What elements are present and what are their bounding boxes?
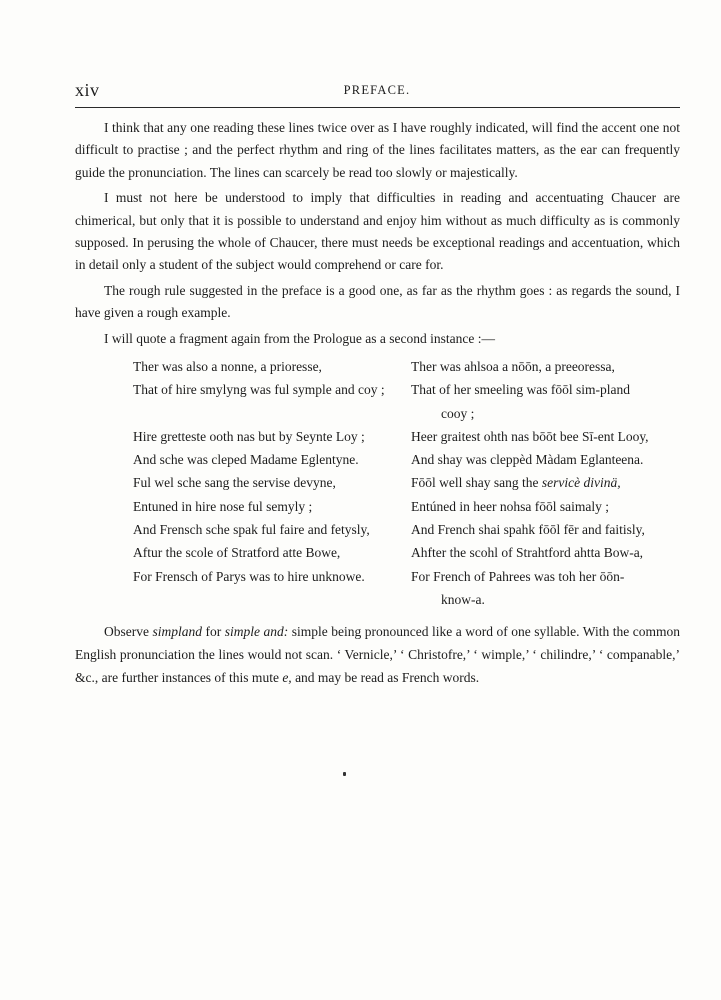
verse-rendering: Heer graitest ohth nas bōōt bee Sī-ent Looy, (411, 428, 649, 444)
ink-speck (343, 772, 346, 776)
paragraph: The rough rule suggested in the preface is a good one, as far as the rhythm goes : as regards the sound, I have given a rough example. (75, 282, 680, 321)
verse-line (133, 425, 688, 448)
verse-rendering: Ahfter the scohl of Strahtford ahtta Bow-a, (411, 545, 644, 561)
verse-rendering: Ther was ahlsoa a nōōn, a preeoressa, (411, 359, 615, 374)
verse-original: Hire gretteste ooth nas but by Seynte Loy ; (133, 428, 365, 444)
body-text (75, 117, 680, 353)
verse-rendering-italic: servicè divinä, (541, 475, 621, 491)
paragraph: Observe simpland for simple and: simple being pronounced like a word of one syllable. With the common English pronunciation the lines would not scan. ‘ Vernicle,’ ‘ Christofre,’ ‘ wimple,’ ‘ chilindre,’ ‘ companable,’ &c., are further instances of this mute e, and may be read as French words. (75, 624, 680, 685)
running-title: PREFACE. (343, 83, 411, 97)
verse-rendering-text: For French of Pahrees was toh her ōōn- (411, 568, 625, 584)
verse-line (133, 448, 688, 471)
verse-line (133, 378, 688, 425)
paragraph: I think that any one reading these lines twice over as I have roughly indicated, will find the accent one not difficult to practise ; and the perfect rhythm and ring of the lines facilitates matters, as the ear can frequently guide the pronunciation. The lines can scarcely be read too slowly or majestically. (75, 120, 680, 180)
paragraph: I must not here be understood to imply that difficulties in reading and accentuating Chaucer are chimerical, but only that it is possible to understand and enjoy him without as much difficulty as is commonly supposed. In perusing the whole of Chaucer, there must needs be exceptional readings and accentuation, which in detail only a student of the subject would comprehend or care for. (75, 190, 680, 273)
verse-original: Entuned in hire nose ful semyly ; (133, 498, 313, 514)
verse-original: And Frensch sche spak ful faire and fetysly, (133, 522, 370, 538)
verse-line (133, 518, 688, 541)
verse-rendering: And French shai spahk fōōl fēr and faitisly, (411, 522, 645, 538)
verse-original: That of hire smylyng was ful symple and coy ; (133, 382, 385, 398)
verse-original: And sche was cleped Madame Eglentyne. (133, 452, 359, 468)
verse-line (133, 355, 688, 378)
closing-paragraph (75, 620, 680, 689)
verse-line (133, 565, 688, 612)
verse-original: Ful wel sche sang the servise devyne, (133, 475, 336, 491)
verse-comparison (133, 355, 688, 611)
header-rule (75, 107, 680, 108)
verse-rendering (411, 471, 687, 494)
verse-rendering: Entúned in heer nohsa fōōl saimaly ; (411, 498, 609, 514)
page-number: xiv (75, 80, 100, 100)
verse-line (133, 495, 688, 518)
paragraph: I will quote a fragment again from the Prologue as a second instance :— (104, 330, 496, 346)
verse-rendering (411, 565, 687, 612)
page-header (75, 80, 679, 104)
verse-rendering-text: That of her smeeling was fōōl sim-pland (411, 382, 630, 398)
verse-rendering (411, 378, 687, 425)
verse-rendering-continuation: know-a. (441, 591, 485, 607)
verse-original: For Frensch of Parys was to hire unknowe. (133, 568, 365, 584)
verse-original: Aftur the scole of Stratford atte Bowe, (133, 545, 341, 561)
verse-rendering: And shay was cleppèd Màdam Eglanteena. (411, 452, 644, 468)
verse-line (133, 471, 688, 494)
verse-line (133, 541, 688, 564)
verse-rendering-continuation: cooy ; (441, 405, 475, 421)
verse-original: Ther was also a nonne, a prioresse, (133, 359, 322, 374)
verse-rendering-text: Fōōl well shay sang the (411, 475, 539, 491)
